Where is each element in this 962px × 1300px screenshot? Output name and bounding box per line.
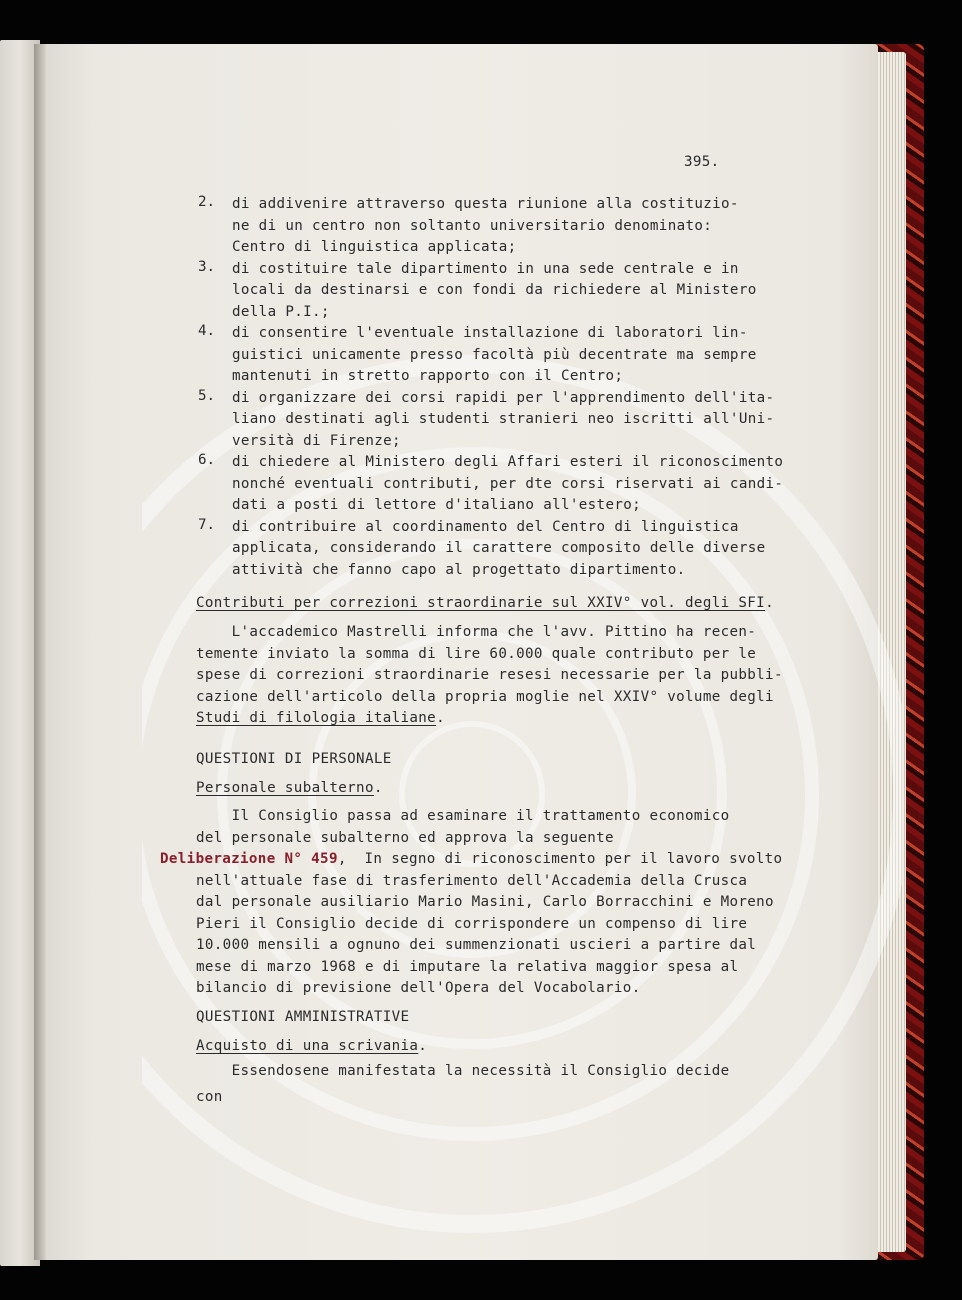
journal-title: Studi di filologia italiane <box>196 710 437 726</box>
contributi-line: L'accademico Mastrelli informa che l'avv. Pittino ha recen- <box>196 624 757 640</box>
list-item-line: versità di Firenze; <box>232 432 401 449</box>
contributi-heading-line <box>196 593 774 615</box>
contributi-heading: Contributi per correzioni straordinarie sul XXIV° vol. degli SFI <box>196 595 766 611</box>
section-heading-personale: QUESTIONI DI PERSONALE <box>196 751 392 767</box>
amministrative-line: con <box>196 1089 223 1105</box>
list-item-line: di consentire l'eventuale installazione di laboratori lin- <box>232 325 748 341</box>
list-item-number: 4. <box>198 323 216 339</box>
deliberazione-comma: , <box>337 851 347 867</box>
list-item-line: di organizzare dei corsi rapidi per l'apprendimento dell'ita- <box>232 389 775 406</box>
page-gutter-shadow <box>34 44 46 1260</box>
subheading-line <box>196 1036 427 1058</box>
subheading-personale: Personale subalterno <box>196 780 374 796</box>
list-item-number: 6. <box>198 452 216 468</box>
deliberazione-label: Deliberazione N° 459 <box>160 851 338 867</box>
list-item-line: dati a posti di lettore d'italiano all'estero; <box>232 497 642 513</box>
deliberazione-text-line: nell'attuale fase di trasferimento dell'Accademia della Crusca <box>196 872 748 889</box>
list-item-line: di chiedere al Ministero degli Affari esteri il riconoscimento <box>232 454 784 470</box>
deliberazione-text-line: dal personale ausiliario Mario Masini, Carlo Borracchini e Moreno <box>196 894 774 910</box>
contributi-last-line <box>196 708 445 730</box>
amministrative-line: Essendosene manifestata la necessità il Consiglio decide <box>196 1063 730 1079</box>
list-item-line: attività che fanno capo al progettato dipartimento. <box>232 561 686 578</box>
list-item-line: guistici unicamente presso facoltà più decentrate ma sempre <box>232 346 757 363</box>
list-item-line: Centro di linguistica applicata; <box>232 239 517 255</box>
list-item-number: 2. <box>198 194 216 210</box>
list-item-line: applicata, considerando il carattere composito delle diverse <box>232 540 766 556</box>
section-heading-amministrative: QUESTIONI AMMINISTRATIVE <box>196 1009 410 1025</box>
contributi-heading-end: . <box>765 595 774 611</box>
deliberazione-line <box>160 849 782 871</box>
deliberazione-text-line: mese di marzo 1968 e di imputare la relativa maggior spesa al <box>196 958 739 975</box>
list-item-number: 5. <box>198 387 216 404</box>
subheading-scrivania-end: . <box>418 1038 428 1054</box>
list-item-line: di contribuire al coordinamento del Centro di linguistica <box>232 518 739 535</box>
contributi-line: temente inviato la somma di lire 60.000 quale contributo per le <box>196 645 757 662</box>
list-item-line: nonché eventuali contributi, per dte corsi riservati ai candi- <box>232 475 784 492</box>
personale-line: del personale subalterno ed approva la seguente <box>196 829 614 846</box>
list-item-line: della P.I.; <box>232 303 330 320</box>
page-number: 395. <box>684 154 720 170</box>
list-item-line: di costituire tale dipartimento in una sede centrale e in <box>232 260 739 277</box>
list-item-line: ne di un centro non soltanto universitario denominato: <box>232 217 713 234</box>
deliberazione-first-text: In segno di riconoscimento per il lavoro svolto <box>346 851 783 867</box>
list-item-number: 3. <box>198 258 216 275</box>
contributi-line: spese di correzioni straordinarie resesi necessarie per la pubbli- <box>196 667 783 683</box>
subheading-personale-end: . <box>373 780 383 796</box>
deliberazione-text-line: Pieri il Consiglio decide di corrispondere un compenso di lire <box>196 915 748 932</box>
subheading-line <box>196 778 383 800</box>
list-item-line: di addivenire attraverso questa riunione alla costituzio- <box>232 196 739 212</box>
deliberazione-text-line: bilancio di previsione dell'Opera del Vocabolario. <box>196 980 641 996</box>
journal-title-end: . <box>436 710 445 726</box>
list-item-line: mantenuti in stretto rapporto con il Centro; <box>232 368 624 384</box>
list-item-number: 7. <box>198 516 216 533</box>
personale-line: Il Consiglio passa ad esaminare il trattamento economico <box>196 808 730 824</box>
contributi-line: cazione dell'articolo della propria moglie nel XXIV° volume degli <box>196 688 774 705</box>
deliberazione-text-line: 10.000 mensili a ognuno dei summenzionati uscieri a partire dal <box>196 937 757 953</box>
subheading-scrivania: Acquisto di una scrivania <box>196 1038 419 1054</box>
list-item-line: locali da destinarsi e con fondi da richiedere al Ministero <box>232 282 757 298</box>
list-item-line: liano destinati agli studenti stranieri neo iscritti all'Uni- <box>232 411 775 427</box>
